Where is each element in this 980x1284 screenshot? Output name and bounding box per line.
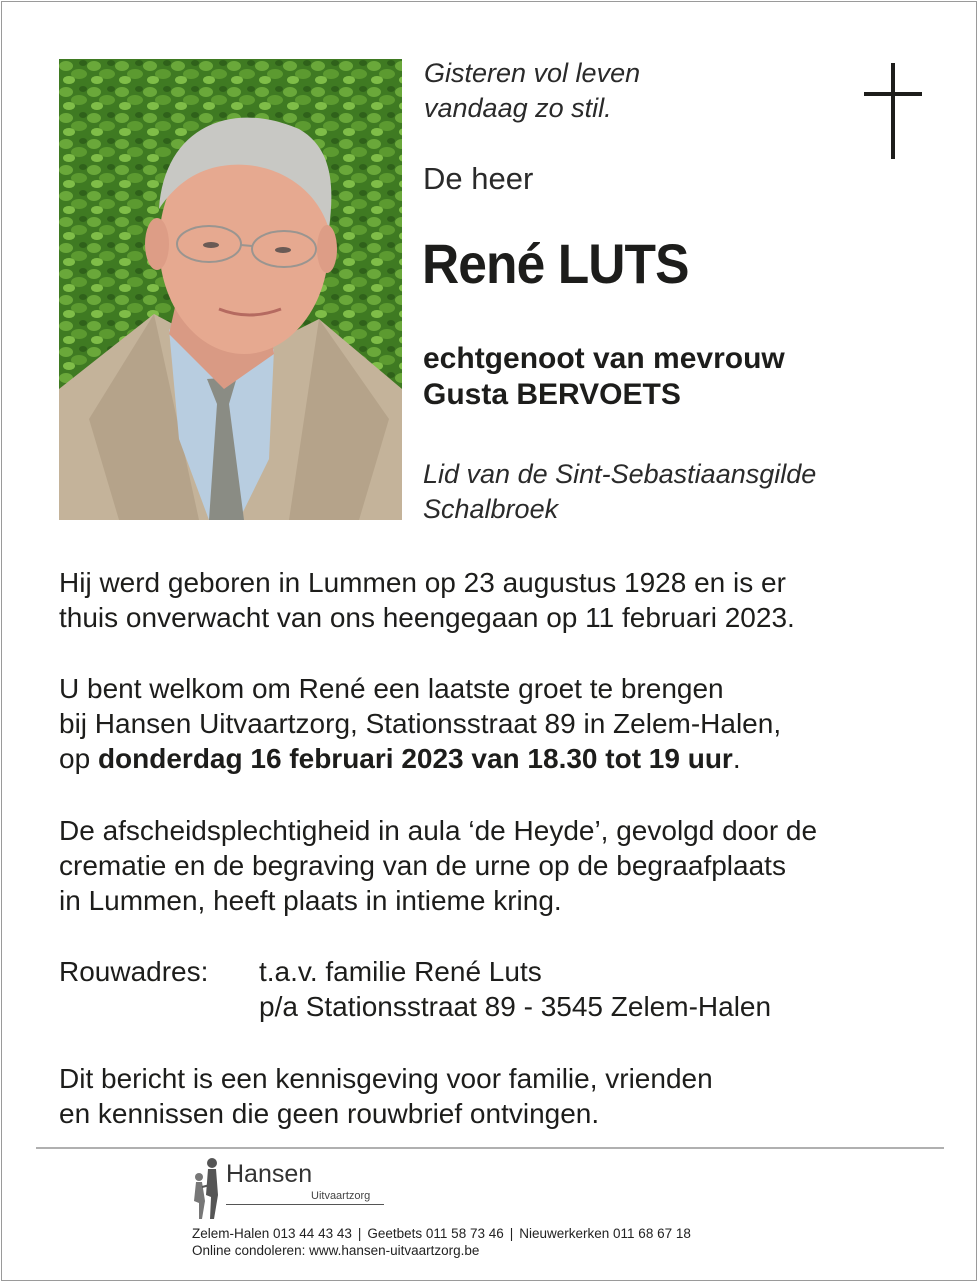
visit-prefix: op [59,743,98,774]
visitation-paragraph [59,671,781,776]
spouse-info [423,341,785,413]
funeral-home-logo-icon [190,1155,224,1221]
cross-icon [864,63,922,159]
ceremony-line-3: in Lummen, heeft plaats in intieme kring. [59,885,562,916]
ceremony-line-2: crematie en de begraving van de urne op de begraafplaats [59,850,786,881]
motto-line-2: vandaag zo stil. [424,93,612,123]
notice-line-1: Dit bericht is een kennisgeving voor familie, vrienden [59,1063,713,1094]
footer-contact [192,1225,691,1259]
motto [424,56,844,126]
visit-line-3 [59,741,781,776]
birth-line-2: thuis onverwacht van ons heengegaan op 11 februari 2023. [59,602,795,633]
footer-divider [36,1147,944,1149]
birth-paragraph [59,565,795,635]
salutation: De heer [423,161,534,196]
online-condolence-link[interactable]: Online condoleren: www.hansen-uitvaartzorg.be [192,1243,480,1258]
phone-separator: | [357,1226,362,1241]
funeral-home-name: Hansen [226,1160,313,1188]
mourning-address-line-2: p/a Stationsstraat 89 - 3545 Zelem-Halen [259,991,772,1022]
guild-line-2: Schalbroek [423,494,559,524]
phone-numbers [192,1225,691,1242]
guild-membership [423,457,816,527]
visit-suffix: . [732,743,741,774]
notice-line-2: en kennissen die geen rouwbrief ontvingen. [59,1098,600,1129]
mourning-address-line-1: t.a.v. familie René Luts [259,956,542,987]
phone-zelem-halen: Zelem-Halen 013 44 43 43 [192,1226,352,1241]
birth-line-1: Hij werd geboren in Lummen op 23 augustus 1928 en is er [59,567,786,598]
spouse-line-2: Gusta BERVOETS [423,378,681,411]
ceremony-paragraph [59,813,817,918]
mourning-address-lines [259,954,771,1024]
motto-line-1: Gisteren vol leven [424,58,641,88]
mourning-address-label: Rouwadres: [59,956,209,987]
visit-datetime: donderdag 16 februari 2023 van 18.30 tot 19 uur [97,743,733,774]
spouse-line-1: echtgenoot van mevrouw [423,342,785,375]
phone-geetbets: Geetbets 011 58 73 46 [367,1226,504,1241]
guild-line-1: Lid van de Sint-Sebastiaansgilde [423,459,817,489]
logo-underline [226,1204,384,1205]
funeral-home-subtitle: Uitvaartzorg [311,1190,371,1202]
phone-nieuwerkerken: Nieuwerkerken 011 68 67 18 [519,1226,691,1241]
portrait-photo [59,59,402,520]
notice-paragraph [59,1061,713,1131]
ceremony-line-1: De afscheidsplechtigheid in aula ‘de Heyde’, gevolgd door de [59,815,818,846]
visit-line-1: U bent welkom om René een laatste groet te brengen [59,673,724,704]
deceased-name: René LUTS [422,232,689,295]
phone-separator: | [509,1226,514,1241]
visit-line-2: bij Hansen Uitvaartzorg, Stationsstraat 89 in Zelem-Halen, [59,708,782,739]
